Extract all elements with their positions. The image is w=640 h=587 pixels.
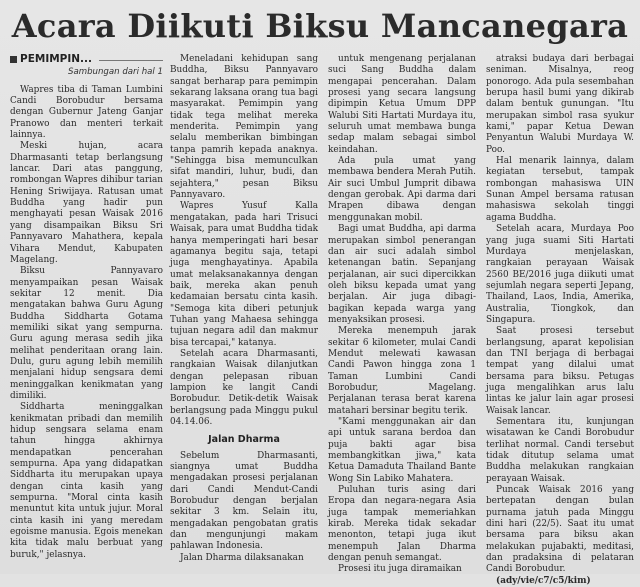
paragraph: Sementara itu, kunjungan wisatawan ke Candi Borobudur terlihat normal. Candi tersebut tidak ditutup selama umat Buddha melakukan rangkaian perayaan Waisak. — [486, 417, 634, 484]
paragraph: Meski hujan, acara Dharmasanti tetap berlangsung lancar. Dari atas panggung, rombongan Wapres dihibur tarian Hening Sriwijaya. Ratusan umat Buddha yang hadir pun menghayati pesan Waisak 2016 yang disampaikan Biksu Sri Pannyavaro Mahathera, kepala Vihara Mendut, Kabupaten Magelang. — [10, 141, 163, 265]
paragraph: Puluhan turis asing dari Eropa dan negara-negara Asia juga tampak memeriahkan kirab. Mereka tidak sekadar menonton, tetapi juga ikut menempuh Jalan Dharma dengan penuh semangat. — [328, 485, 476, 564]
paragraph: Siddharta meninggalkan kenikmatan pribadi dan memilih hidup sengsara selama enam tahun hingga akhirnya mendapatkan pencerahan sempurna. Apa yang didapatkan Siddharta itu merupakan upaya dengan cinta kasih yang sempurna. "Moral cinta kasih menuntut kita untuk jujur. Moral cinta kasih ini yang meredam egoisme manusia. Egois menekan kita tidak malu berbuat yang buruk," jelasnya. — [10, 402, 163, 560]
paragraph: Meneladani kehidupan sang Buddha, Biksu Pannyavaro sangat berharap para pemimpin sekarang laksana orang tua bagi masyarakat. Pemimpin yang tidak tega melihat mereka menderita. Pemimpin yang selalu memberikan bimbingan tanpa pamrih kepada anaknya. "Sehingga bisa memunculkan sifat mandiri, luhur, budi, dan sejahtera," pesan Biksu Pannyavaro. — [170, 54, 318, 201]
paragraph: Sebelum Dharmasanti, siangnya umat Buddha mengadakan prosesi perjalanan dari Candi Mendut-Candi Borobudur dengan berjalan sekitar 3 km. Selain itu, mengadakan pengobatan gratis dan mengunjungi makam pahlawan Indonesia. — [170, 450, 318, 552]
paragraph: Biksu Pannyavaro menyampaikan pesan Waisak sekitar 12 menit. Dia mengatakan bahwa Guru Agung Buddha Siddharta Gotama memiliki sikat yang sempurna. Guru agung merasa sedih jika melihat penderitaan orang lain. Dulu, guru agung lebih memilih menjalani hidup sengsara demi meninggalkan kenikmatan yang dimiliki. — [10, 266, 163, 401]
column-3 — [328, 54, 476, 576]
paragraph: Mereka menempuh jarak sekitar 6 kilometer, mulai Candi Mendut melewati kawasan Candi Pawon hingga zona 1 Taman Lumbini Candi Borobudur, Magelang. Perjalanan terasa berat karena matahari bersinar begitu terik. — [328, 326, 476, 416]
subheading: Jalan Dharma — [208, 434, 280, 446]
paragraph: Hal menarik lainnya, dalam kegiatan tersebut, tampak rombongan mahasiswa UIN Sunan Ampel bersama ratusan mahasiswa sekolah tinggi agama Buddha. — [486, 156, 634, 223]
kicker-rule — [99, 60, 163, 61]
paragraph: Prosesi itu juga diramaikan — [338, 564, 462, 575]
paragraph: Jalan Dharma dilaksanakan — [180, 552, 304, 563]
kicker-label: PEMIMPIN... — [20, 53, 93, 65]
paragraph: Setelah acara Dharmasanti, rangkaian Waisak dilanjutkan dengan pelepasan ribuan lampion ke langit Candi Borobudur. Detik-detik Waisak berlangsung pada Minggu pukul 04.14.06. — [170, 348, 318, 427]
byline-credit: (ady/vie/c7/c5/kim) — [496, 575, 591, 586]
column-4 — [486, 54, 634, 587]
paragraph: Ada pula umat yang membawa bendera Merah Putih. Air suci Umbul Jumprit dibawa dengan gerobak. Api darma dari Mrapen dibawa dengan menggunakan mobil. — [328, 156, 476, 223]
paragraph: Saat prosesi tersebut berlangsung, aparat kepolisian dan TNI berjaga di berbagai tempat yang dilalui umat bersama para biksu. Petugas juga mengalihkan arus lalu lintas ke jalur lain agar prosesi Waisak lancar. — [486, 326, 634, 416]
paragraph: Bagi umat Buddha, api darma merupakan simbol penerangan dan air suci adalah simbol ketenangan batin. Sepanjang perjalanan, air suci dipercikkan oleh biksu kepada umat yang berjalan. Air juga dibagi-bagikan kepada warga yang menyaksikan prosesi. — [328, 224, 476, 325]
continued-note: Sambungan dari hal 1 — [67, 67, 163, 78]
paragraph: atraksi budaya dari berbagai seniman. Misalnya, reog ponorogo. Ada pula sesembahan berupa hasil bumi yang dikirab dalam bentuk gunungan. "Itu merupakan simbol rasa syukur kami," papar Ketua Dewan Penyantun Walubi Murdaya W. Poo. — [486, 54, 634, 155]
paragraph: Setelah acara, Murdaya Poo yang juga suami Siti Hartati Murdaya menjelaskan, rangkaian perayaan Waisak 2560 BE/2016 juga diikuti umat sejumlah negara seperti Jepang, Thailand, Laos, India, Amerika, Australia, Tiongkok, dan Singapura. — [486, 224, 634, 325]
paragraph: Wapres tiba di Taman Lumbini Candi Borobudur bersama dengan Gubernur Jateng Ganjar Pranowo dan menteri terkait lainnya. — [10, 84, 163, 141]
paragraph: Puncak Waisak 2016 yang bertepatan dengan bulan purnama jatuh pada Minggu dini hari (22/5). Saat itu umat bersama para biksu akan melakukan pujabakti, meditasi, dan pradaksina di pelataran Candi Borobudur. — [486, 485, 634, 575]
paragraph: "Kami menggunakan air dan api untuk sarana berdoa dan puja bakti agar bisa membangkitkan jiwa," kata Ketua Damaduta Thailand Bante Wong Sin Labiko Mahatera. — [328, 417, 476, 484]
headline: Acara Diikuti Biksu Mancanegara — [11, 7, 629, 45]
square-bullet-icon — [10, 56, 17, 63]
paragraph: Wapres Yusuf Kalla mengatakan, pada hari Trisuci Waisak, para umat Buddha tidak hanya memperingati hari besar agamanya begitu saja, tetapi juga menghayatinya. Apabila umat melaksanakannya dengan baik, mereka akan penuh kedamaian bersatu cinta kasih. "Semoga kita diberi petunjuk Tuhan yang Mahaesa sehingga tujuan negara adil dan makmur bisa tercapai," katanya. — [170, 201, 318, 348]
column-2 — [170, 54, 318, 564]
column-1 — [10, 54, 163, 561]
paragraph: untuk mengenang perjalanan suci Sang Buddha dalam mengapai pencerahan. Dalam prosesi yang secara langsung dipimpin Ketua Umum DPP Walubi Siti Hartati Murdaya itu, seluruh umat membawa bunga sedap malam sebagai simbol keindahan. — [328, 54, 476, 155]
kicker — [10, 54, 163, 65]
